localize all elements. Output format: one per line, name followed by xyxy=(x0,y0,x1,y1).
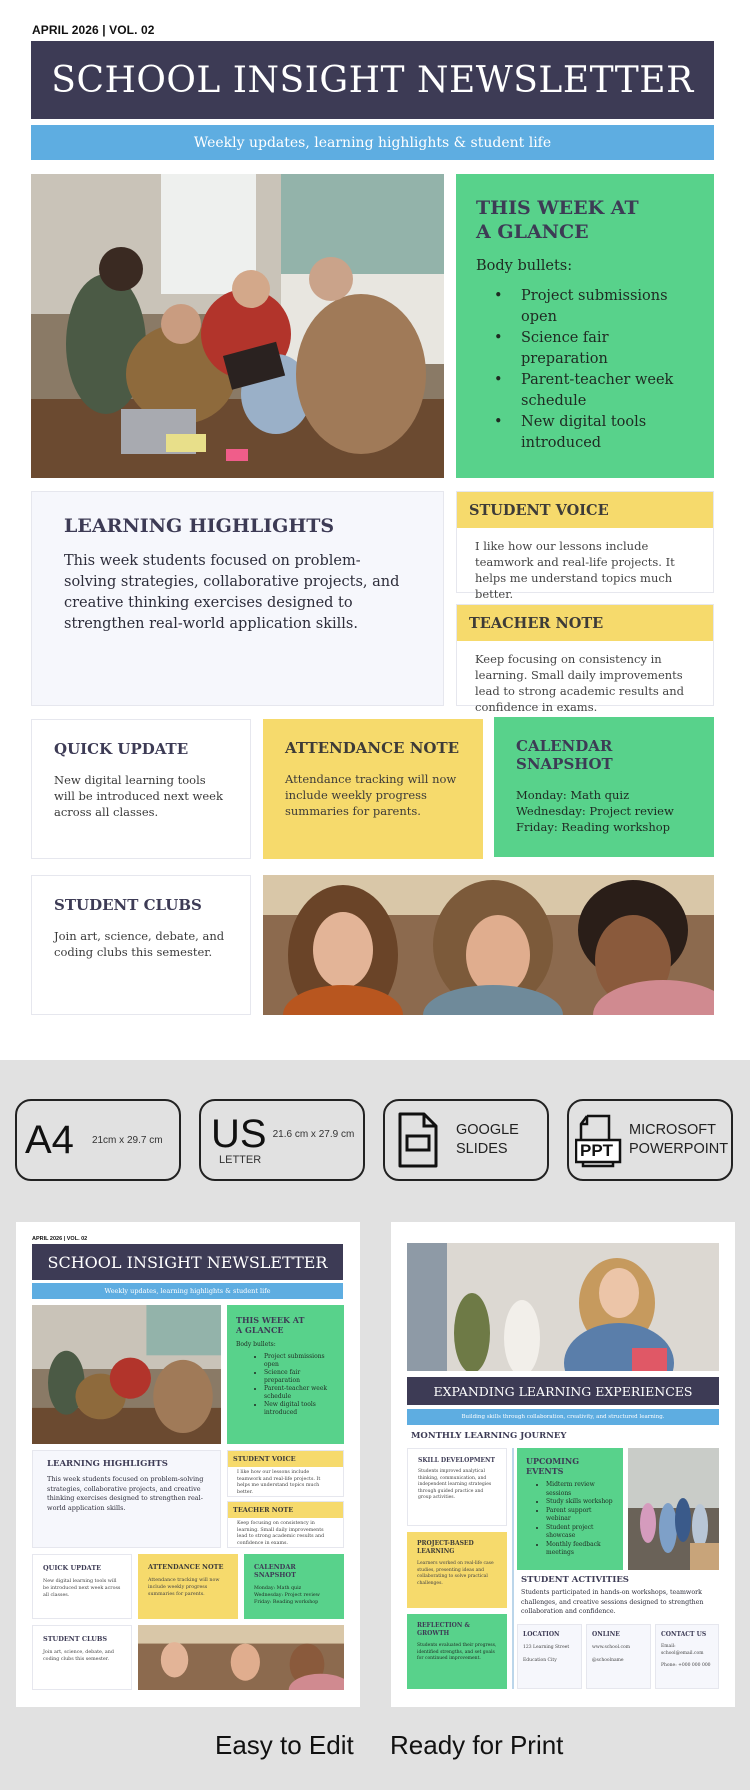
caption-easy-to-edit: Easy to Edit xyxy=(215,1730,354,1760)
google-slides-line2: SLIDES xyxy=(456,1141,508,1157)
format-a4-label: A4 xyxy=(25,1118,74,1162)
student-voice-card xyxy=(456,491,714,601)
format-badge-google-slides xyxy=(383,1099,549,1181)
quick-update-card xyxy=(31,719,251,859)
student-voice-title: STUDENT VOICE xyxy=(457,492,713,528)
learning-highlights-card xyxy=(31,491,444,706)
clubs-photo xyxy=(263,875,714,1015)
glance-lead: Body bullets: xyxy=(476,258,573,274)
preview-page-1: APRIL 2026 | VOL. 02 SCHOOL INSIGHT NEWSLETTER Weekly updates, learning highlights & student life THIS WEEK AT A GLANCE Body bullets: • Project submissions open • Science fair preparation • Parent-teacher week schedule • New digital tools introduced LEARNING HIGHLIGHTS This week students focused on problem-solving strategies, collaborative projects, and creative thinking exercises designed to strengthen real-world application skills. STUDENT VOICE I like how our lessons include teamwork and real-life projects. It helps me understand topics much better. TEACHER NOTE Keep focusing on consistency in learning. Small daily improvements lead to strong academic results and confidence in exams. QUICK UPDATE New digital learning tools will be introduced next week across all classes. ATTENDANCE NOTE Attendance tracking will now include weekly progress summaries for parents. CALENDAR SNAPSHOT Monday: Math quiz Wednesday: Project review Friday: Reading workshop STUDENT CLUBS Join art, science, debate, and coding clubs this semester. xyxy=(16,1222,360,1707)
clubs-title: STUDENT CLUBS xyxy=(54,896,202,914)
glance-bullet: • Science fair preparation xyxy=(521,328,694,370)
teacher-note-body: Keep focusing on consistency in learning. Small daily improvements lead to strong academic results and confidence in exams. xyxy=(475,652,685,714)
highlights-title: LEARNING HIGHLIGHTS xyxy=(64,515,335,537)
teacher-note-card xyxy=(456,604,714,714)
powerpoint-line2: POWERPOINT xyxy=(629,1141,729,1157)
attendance-body: Attendance tracking will now include weekly progress summaries for parents. xyxy=(285,772,457,818)
newsletter-title: SCHOOL INSIGHT NEWSLETTER xyxy=(31,41,714,119)
format-us-size: 21.6 cm x 27.9 cm xyxy=(272,1128,355,1140)
format-us-label: US xyxy=(211,1112,267,1156)
format-badge-us-letter xyxy=(199,1099,365,1181)
newsletter-tagline: Weekly updates, learning highlights & student life xyxy=(31,125,714,160)
format-us-sub: LETTER xyxy=(219,1154,262,1166)
calendar-lines: Monday: Math quiz Wednesday: Project review Friday: Reading workshop xyxy=(516,788,674,834)
quick-update-body: New digital learning tools will be introduced next week across all classes. xyxy=(54,773,223,819)
glance-bullet: • Project submissions open xyxy=(521,286,694,328)
format-badge-a4 xyxy=(15,1099,181,1181)
format-a4-size: 21cm x 29.7 cm xyxy=(91,1134,163,1146)
this-week-at-a-glance-card xyxy=(456,174,714,478)
calendar-title: CALENDAR SNAPSHOT xyxy=(516,737,613,773)
glance-title: THIS WEEK AT A GLANCE xyxy=(476,197,639,243)
highlights-body: This week students focused on problem-solving strategies, collaborative projects, and creative thinking exercises designed to strengthen real-world application skills. xyxy=(64,553,400,632)
powerpoint-icon: PPT xyxy=(575,1110,623,1170)
quick-update-title: QUICK UPDATE xyxy=(54,740,189,758)
caption-ready-for-print: Ready for Print xyxy=(390,1730,564,1760)
calendar-snapshot-card xyxy=(494,717,714,857)
google-slides-line1: GOOGLE xyxy=(456,1122,519,1138)
attendance-note-card xyxy=(263,719,483,859)
clubs-body: Join art, science, debate, and coding clubs this semester. xyxy=(54,929,225,959)
glance-bullet: • New digital tools introduced xyxy=(521,412,694,454)
glance-bullet: • Parent-teacher week schedule xyxy=(521,370,694,412)
issue-label: APRIL 2026 | VOL. 02 xyxy=(32,23,155,37)
student-voice-body: I like how our lessons include teamwork and real-life projects. It helps me understand topics much better. xyxy=(475,539,675,601)
glance-bullet-list xyxy=(476,286,694,454)
hero-photo xyxy=(31,174,444,478)
page2-hero-photo xyxy=(407,1243,719,1371)
google-slides-icon xyxy=(394,1110,442,1170)
format-badge-powerpoint xyxy=(567,1099,733,1181)
preview-page-2: EXPANDING LEARNING EXPERIENCES Building skills through collaboration, creativity, and structured learning. MONTHLY LEARNING JOURNEY SKILL DEVELOPMENT Students improved analytical thinking, communication, and independent learning strategies through guided practice and group activities. PROJECT-BASED LEARNING Learners worked on real-life case studies, presenting ideas and collaborating to solve practical challenges. REFLECTION & GROWTH Students evaluated their progress, identified strengths, and set goals for continued improvement. UPCOMING EVENTS • Midterm review sessions • Study skills workshop • Parent support webinar • Student project showcase • Monthly feedback meetings STUDENT ACTIVITIES Students participated in hands-on workshops, teamwork challenges, and creative sessions designed to strengthen collaboration and confidence. LOCATION 123 Learning Street Education City ONLINE www.school.com @schoolname CONTACT US Email: school@email.com Phone: +000 000 000 xyxy=(391,1222,735,1707)
page2-group-photo xyxy=(628,1448,719,1570)
teacher-note-title: TEACHER NOTE xyxy=(457,605,713,641)
student-clubs-card xyxy=(31,875,251,1015)
attendance-title: ATTENDANCE NOTE xyxy=(285,739,460,757)
powerpoint-line1: MICROSOFT xyxy=(629,1122,716,1138)
